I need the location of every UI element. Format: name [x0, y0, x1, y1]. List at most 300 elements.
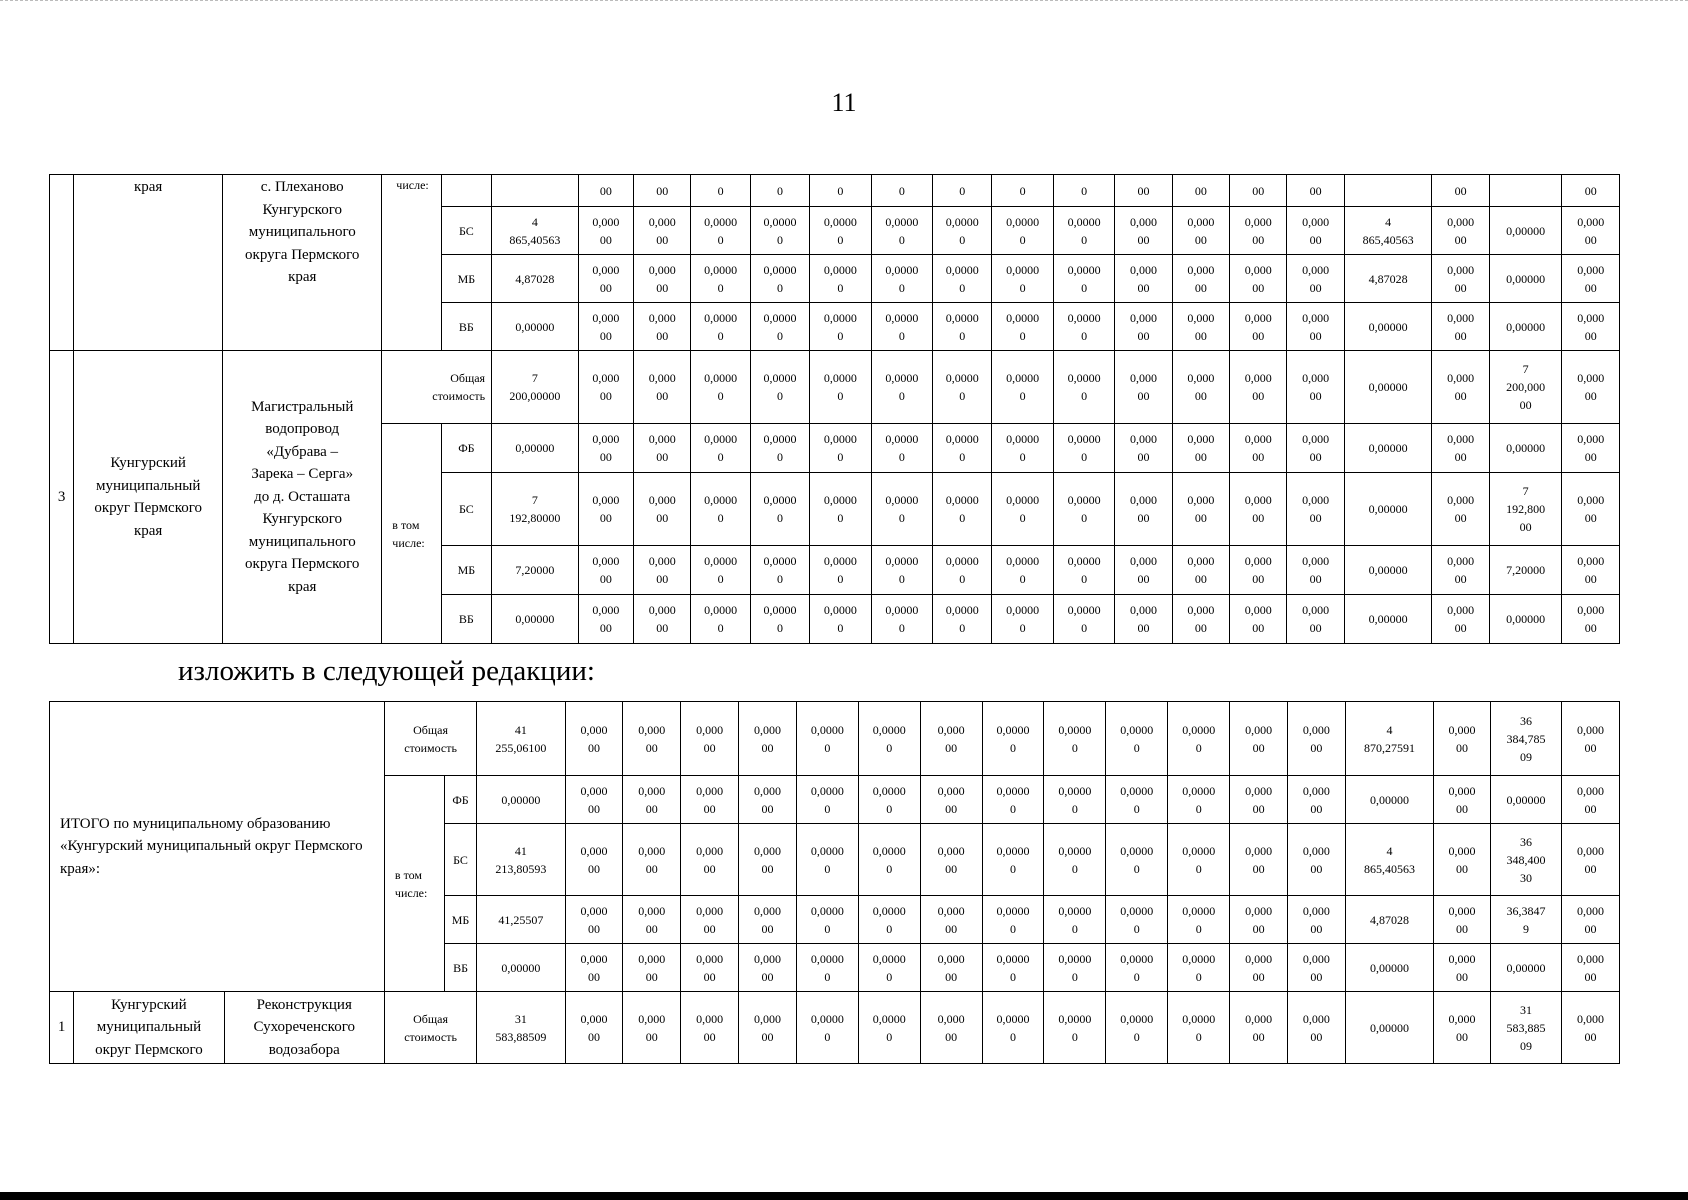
value-cell: 0,0000 0: [933, 546, 992, 595]
value-cell: 0,0000 0: [982, 702, 1044, 776]
value-cell: 0,0000 0: [796, 992, 858, 1064]
value-cell: 0,000 00: [1230, 992, 1288, 1064]
value-cell: 0,0000 0: [810, 255, 871, 303]
value-cell: 0,0000 0: [858, 896, 920, 944]
including-label: в том числе:: [382, 424, 441, 644]
table-row: [50, 992, 1620, 1064]
value-cell: 4,87028: [1345, 896, 1433, 944]
value-cell: 0,0000 0: [992, 303, 1053, 351]
value-cell: 0,0000 0: [982, 896, 1044, 944]
value-cell: 0,0000 0: [1106, 824, 1168, 896]
value-cell: 0,0000 0: [1044, 992, 1106, 1064]
fund-label: ВБ: [441, 303, 491, 351]
object-cell: с. Плеханово Кунгурского муниципального округа Пермского края: [223, 175, 382, 351]
value-cell: 0,0000 0: [1053, 546, 1114, 595]
value-cell: 0,0000 0: [982, 776, 1044, 824]
value-cell: 0,0000 0: [1053, 303, 1114, 351]
value-cell: 0,000 00: [578, 595, 633, 644]
value-cell: 36 348,400 30: [1490, 824, 1561, 896]
value-cell: 0,0000 0: [871, 473, 932, 546]
value-cell: 0,000 00: [623, 776, 681, 824]
section-heading: изложить в следующей редакции:: [178, 655, 595, 687]
value-cell: 0,000 00: [1230, 776, 1288, 824]
value-cell: 0,000 00: [1562, 546, 1620, 595]
value-cell: 0,000 00: [1230, 595, 1287, 644]
value-cell: 0,000 00: [1287, 546, 1344, 595]
value-cell: 0,0000 0: [992, 207, 1053, 255]
value-cell: 0,000 00: [1562, 303, 1620, 351]
value-cell: 0,000 00: [1562, 424, 1620, 473]
value-cell: 4,87028: [1344, 255, 1432, 303]
value-cell: 0,0000 0: [1106, 992, 1168, 1064]
value-cell: 0,000 00: [1434, 702, 1491, 776]
value-cell: 0,000 00: [1172, 546, 1229, 595]
value-cell: 0,0000 0: [858, 776, 920, 824]
value-cell: 0,000 00: [565, 992, 623, 1064]
value-cell: 0,0000 0: [982, 824, 1044, 896]
value-cell: 0,000 00: [623, 824, 681, 896]
itogo-label: ИТОГО по муниципальному образованию «Кунгурский муниципальный округ Пермского края»:: [50, 702, 385, 992]
value-cell: 0,000 00: [1432, 424, 1489, 473]
value-cell: 0,0000 0: [933, 351, 992, 424]
value-cell: 0,0000 0: [858, 824, 920, 896]
value-cell: 0,000 00: [1434, 824, 1491, 896]
value-cell: 0,0000 0: [1053, 255, 1114, 303]
value-cell: 0,0000 0: [1106, 702, 1168, 776]
value-cell: 0,000 00: [1230, 424, 1287, 473]
value-cell: 0,000 00: [1230, 303, 1287, 351]
value-cell: 0,000 00: [1561, 824, 1619, 896]
value-cell: 0,0000 0: [810, 351, 871, 424]
value-cell: 0,000 00: [1230, 824, 1288, 896]
value-cell: 0,000 00: [1434, 776, 1491, 824]
value-cell: 0,0000 0: [1168, 896, 1230, 944]
value-cell: 0,0000 0: [810, 207, 871, 255]
value-cell: 0,0000 0: [750, 424, 809, 473]
fund-label: ВБ: [441, 595, 491, 644]
value-cell: 0,000 00: [1287, 473, 1344, 546]
value-cell: 0,0000 0: [871, 424, 932, 473]
value-cell: 0,000 00: [578, 546, 633, 595]
value-cell: 0,0000 0: [691, 255, 750, 303]
value-cell: 0: [1053, 175, 1114, 207]
value-cell: 0,000 00: [681, 776, 739, 824]
value-cell: 0,000 00: [1230, 546, 1287, 595]
value-cell: 0,000 00: [578, 351, 633, 424]
value-cell: 0,000 00: [634, 473, 691, 546]
value-cell: 0,00000: [1344, 546, 1432, 595]
value-cell: 0,000 00: [681, 944, 739, 992]
value-cell: 00: [1115, 175, 1172, 207]
value-cell: 0,00000: [1490, 776, 1561, 824]
value-cell: 0,0000 0: [982, 992, 1044, 1064]
total-cell: 41 255,06100: [477, 702, 565, 776]
value-cell: 7,20000: [1489, 546, 1562, 595]
municipality-cell: Кунгурский муниципальный округ Пермского: [74, 992, 224, 1064]
value-cell: 0,000 00: [1287, 303, 1344, 351]
value-cell: 0,00000: [1344, 595, 1432, 644]
value-cell: 0,000 00: [1172, 595, 1229, 644]
value-cell: 0,0000 0: [810, 303, 871, 351]
value-cell: 36 384,785 09: [1490, 702, 1561, 776]
value-cell: 0,000 00: [1287, 992, 1345, 1064]
value-cell: 0,0000 0: [796, 776, 858, 824]
value-cell: 0,0000 0: [871, 595, 932, 644]
value-cell: 0,000 00: [1561, 702, 1619, 776]
value-cell: 0,0000 0: [933, 207, 992, 255]
value-cell: 0,000 00: [1115, 207, 1172, 255]
value-cell: 0,0000 0: [1168, 992, 1230, 1064]
total-cell: 0,00000: [477, 776, 565, 824]
value-cell: 0,000 00: [1115, 303, 1172, 351]
value-cell: 0,00000: [1344, 303, 1432, 351]
top-edge: [0, 0, 1688, 3]
value-cell: 0,0000 0: [691, 303, 750, 351]
value-cell: 0,000 00: [739, 992, 797, 1064]
value-cell: 0,000 00: [1115, 351, 1172, 424]
value-cell: 0,0000 0: [691, 424, 750, 473]
value-cell: 0,000 00: [565, 776, 623, 824]
value-cell: 4 865,40563: [1344, 207, 1432, 255]
value-cell: 0,0000 0: [871, 303, 932, 351]
value-cell: 0,000 00: [920, 992, 982, 1064]
value-cell: 4 870,27591: [1345, 702, 1433, 776]
value-cell: 0,0000 0: [810, 595, 871, 644]
value-cell: 0,000 00: [920, 896, 982, 944]
value-cell: 0,000 00: [578, 303, 633, 351]
value-cell: 0,0000 0: [796, 896, 858, 944]
value-cell: 0,000 00: [1172, 351, 1229, 424]
value-cell: 0,0000 0: [858, 944, 920, 992]
value-cell: 0,0000 0: [992, 255, 1053, 303]
value-cell: 36,3847 9: [1490, 896, 1561, 944]
total-cost-label: Общая стоимость: [382, 351, 492, 424]
value-cell: 7 192,800 00: [1489, 473, 1562, 546]
total-cell: 0,00000: [492, 303, 579, 351]
value-cell: 0,0000 0: [982, 944, 1044, 992]
value-cell: 0: [810, 175, 871, 207]
value-cell: 0,000 00: [578, 424, 633, 473]
total-cell: 0,00000: [477, 944, 565, 992]
value-cell: 0,0000 0: [858, 992, 920, 1064]
value-cell: 0,000 00: [1434, 992, 1491, 1064]
value-cell: 0,0000 0: [750, 351, 809, 424]
value-cell: 0,000 00: [1432, 255, 1489, 303]
value-cell: 0,000 00: [739, 776, 797, 824]
fund-label: ФБ: [441, 424, 491, 473]
page-number: 11: [831, 88, 857, 117]
value-cell: 0,0000 0: [1053, 351, 1114, 424]
total-cell: 41 213,80593: [477, 824, 565, 896]
total-cell: 0,00000: [492, 424, 579, 473]
value-cell: 0,000 00: [578, 473, 633, 546]
budget-table-new: [49, 701, 1620, 1064]
value-cell: 4 865,40563: [1345, 824, 1433, 896]
fund-label: МБ: [441, 255, 491, 303]
value-cell: 0,000 00: [1434, 944, 1491, 992]
value-cell: 0,000 00: [1172, 424, 1229, 473]
value-cell: 0,0000 0: [1053, 207, 1114, 255]
value-cell: 31 583,885 09: [1490, 992, 1561, 1064]
value-cell: 0,000 00: [634, 351, 691, 424]
value-cell: 0,000 00: [739, 896, 797, 944]
value-cell: 0,000 00: [1432, 546, 1489, 595]
municipality-cell: края: [74, 175, 223, 351]
value-cell: 0,00000: [1344, 424, 1432, 473]
value-cell: 0,000 00: [1432, 351, 1489, 424]
total-cell: 7,20000: [492, 546, 579, 595]
fund-label: ВБ: [444, 944, 476, 992]
table-row: [50, 351, 1620, 424]
value-cell: 0,0000 0: [750, 255, 809, 303]
value-cell: 0,0000 0: [810, 473, 871, 546]
value-cell: 0,0000 0: [796, 944, 858, 992]
value-cell: 0,000 00: [1172, 303, 1229, 351]
value-cell: 0,0000 0: [1053, 424, 1114, 473]
value-cell: 0,000 00: [1561, 944, 1619, 992]
value-cell: 0,000 00: [1562, 595, 1620, 644]
value-cell: 0,000 00: [634, 595, 691, 644]
fund-label: МБ: [444, 896, 476, 944]
type-label: числе:: [382, 175, 441, 351]
value-cell: 0,0000 0: [1053, 473, 1114, 546]
value-cell: 0,000 00: [739, 944, 797, 992]
value-cell: 0,0000 0: [750, 546, 809, 595]
value-cell: 0,000 00: [681, 896, 739, 944]
value-cell: 0,000 00: [920, 944, 982, 992]
fund-label: БС: [441, 207, 491, 255]
bottom-border: [0, 1192, 1688, 1200]
municipality-cell: Кунгурский муниципальный округ Пермского края: [74, 351, 223, 644]
value-cell: 00: [1432, 175, 1489, 207]
value-cell: 0,0000 0: [1044, 944, 1106, 992]
total-cell: 0,00000: [492, 595, 579, 644]
value-cell: 0,0000 0: [1168, 702, 1230, 776]
value-cell: 0,00000: [1489, 303, 1562, 351]
value-cell: 0,00000: [1345, 944, 1433, 992]
value-cell: 0,0000 0: [933, 473, 992, 546]
value-cell: 0,000 00: [920, 824, 982, 896]
object-cell: Реконструкция Сухореченского водозабора: [224, 992, 384, 1064]
fund-label: МБ: [441, 546, 491, 595]
value-cell: 0,000 00: [634, 255, 691, 303]
row-number: 3: [50, 351, 74, 644]
value-cell: 00: [634, 175, 691, 207]
value-cell: 0,000 00: [565, 896, 623, 944]
total-cost-label: Общая стоимость: [384, 992, 476, 1064]
value-cell: 0,000 00: [623, 896, 681, 944]
value-cell: 0,000 00: [1432, 207, 1489, 255]
value-cell: 0,00000: [1489, 424, 1562, 473]
value-cell: 0,0000 0: [691, 595, 750, 644]
value-cell: 0,00000: [1344, 473, 1432, 546]
fund-label: БС: [444, 824, 476, 896]
value-cell: 0,000 00: [634, 303, 691, 351]
value-cell: 0,000 00: [1172, 255, 1229, 303]
value-cell: 00: [1172, 175, 1229, 207]
value-cell: 0,0000 0: [750, 595, 809, 644]
value-cell: 0,000 00: [634, 207, 691, 255]
value-cell: 0,000 00: [1434, 896, 1491, 944]
value-cell: 0,000 00: [1287, 424, 1344, 473]
value-cell: 0,0000 0: [933, 255, 992, 303]
value-cell: 0,000 00: [1562, 255, 1620, 303]
fund-label: ФБ: [444, 776, 476, 824]
value-cell: 0,0000 0: [858, 702, 920, 776]
total-cell: 4 865,40563: [492, 207, 579, 255]
value-cell: 0,0000 0: [1168, 944, 1230, 992]
budget-table-old: [49, 174, 1620, 644]
total-cost-label: Общая стоимость: [384, 702, 476, 776]
value-cell: 0,0000 0: [1053, 595, 1114, 644]
value-cell: 0,000 00: [920, 776, 982, 824]
row-number: 1: [50, 992, 74, 1064]
value-cell: 0,0000 0: [871, 351, 932, 424]
value-cell: 0,000 00: [1561, 776, 1619, 824]
total-cell: 7 200,00000: [492, 351, 579, 424]
value-cell: 0,000 00: [1287, 776, 1345, 824]
value-cell: 0,000 00: [1230, 255, 1287, 303]
value-cell: 0,000 00: [1230, 351, 1287, 424]
value-cell: 0: [691, 175, 750, 207]
value-cell: 0,0000 0: [810, 424, 871, 473]
value-cell: 0,000 00: [623, 992, 681, 1064]
value-cell: 0,000 00: [1287, 207, 1344, 255]
value-cell: 7 200,000 00: [1489, 351, 1562, 424]
value-cell: 0,000 00: [1562, 351, 1620, 424]
value-cell: 0,000 00: [1562, 473, 1620, 546]
value-cell: 0,0000 0: [796, 824, 858, 896]
value-cell: 00: [1230, 175, 1287, 207]
value-cell: 0,0000 0: [691, 207, 750, 255]
value-cell: 0,0000 0: [992, 424, 1053, 473]
value-cell: 0,00000: [1345, 992, 1433, 1064]
value-cell: 0,000 00: [1432, 303, 1489, 351]
value-cell: [1344, 175, 1432, 207]
total-cell: 41,25507: [477, 896, 565, 944]
value-cell: 0,0000 0: [992, 351, 1053, 424]
value-cell: 0,0000 0: [810, 546, 871, 595]
value-cell: 0,000 00: [1230, 944, 1288, 992]
value-cell: 0,000 00: [920, 702, 982, 776]
value-cell: 0,000 00: [1230, 896, 1288, 944]
value-cell: 0,000 00: [1230, 473, 1287, 546]
value-cell: 0,000 00: [1287, 702, 1345, 776]
value-cell: 0,000 00: [1115, 595, 1172, 644]
value-cell: 0,0000 0: [750, 473, 809, 546]
value-cell: 0,000 00: [1561, 992, 1619, 1064]
value-cell: 0,0000 0: [1044, 776, 1106, 824]
value-cell: 0,000 00: [565, 702, 623, 776]
value-cell: 0,0000 0: [933, 595, 992, 644]
object-cell: Магистральный водопровод «Дубрава – Зарека – Серга» до д. Осташата Кунгурского муниципального округа Пермского края: [223, 351, 382, 644]
total-cell: 31 583,88509: [477, 992, 565, 1064]
table-row: [50, 702, 1620, 776]
including-label: в том числе:: [384, 776, 444, 992]
value-cell: 0,0000 0: [992, 473, 1053, 546]
value-cell: 0,0000 0: [933, 303, 992, 351]
value-cell: 0,0000 0: [992, 546, 1053, 595]
value-cell: 0,000 00: [1172, 473, 1229, 546]
value-cell: 0: [933, 175, 992, 207]
value-cell: 0,00000: [1489, 207, 1562, 255]
value-cell: 00: [1562, 175, 1620, 207]
value-cell: 0,000 00: [634, 546, 691, 595]
total-cell: 7 192,80000: [492, 473, 579, 546]
value-cell: 0,000 00: [1287, 595, 1344, 644]
value-cell: 0,000 00: [1172, 207, 1229, 255]
value-cell: 0,0000 0: [796, 702, 858, 776]
value-cell: 0,0000 0: [691, 473, 750, 546]
value-cell: 0,000 00: [578, 255, 633, 303]
value-cell: 0,000 00: [565, 824, 623, 896]
value-cell: 0: [992, 175, 1053, 207]
value-cell: 0,000 00: [634, 424, 691, 473]
value-cell: 0,00000: [1344, 351, 1432, 424]
value-cell: 0,000 00: [1115, 473, 1172, 546]
value-cell: 0,0000 0: [750, 207, 809, 255]
value-cell: 0,0000 0: [992, 595, 1053, 644]
value-cell: 0,000 00: [1115, 255, 1172, 303]
value-cell: 0,0000 0: [750, 303, 809, 351]
value-cell: 0,000 00: [681, 992, 739, 1064]
fund-label: БС: [441, 473, 491, 546]
value-cell: 0,0000 0: [1168, 824, 1230, 896]
value-cell: 0,0000 0: [1044, 896, 1106, 944]
value-cell: 0,0000 0: [1106, 896, 1168, 944]
value-cell: 0,0000 0: [1044, 824, 1106, 896]
value-cell: 00: [1287, 175, 1344, 207]
value-cell: 0,00000: [1345, 776, 1433, 824]
value-cell: 0,000 00: [623, 702, 681, 776]
value-cell: 0,000 00: [578, 207, 633, 255]
value-cell: [1489, 175, 1562, 207]
value-cell: 0,0000 0: [1168, 776, 1230, 824]
value-cell: 0,00000: [1490, 944, 1561, 992]
value-cell: 0,000 00: [1432, 595, 1489, 644]
value-cell: 0: [750, 175, 809, 207]
value-cell: 0,0000 0: [871, 255, 932, 303]
value-cell: 0,000 00: [1562, 207, 1620, 255]
value-cell: 0,0000 0: [1106, 944, 1168, 992]
value-cell: 0: [871, 175, 932, 207]
value-cell: 0,000 00: [1115, 424, 1172, 473]
value-cell: 0,000 00: [681, 824, 739, 896]
value-cell: 0,00000: [1489, 595, 1562, 644]
value-cell: 0,0000 0: [1106, 776, 1168, 824]
value-cell: 0,0000 0: [871, 546, 932, 595]
value-cell: 0,00000: [1489, 255, 1562, 303]
value-cell: 0,0000 0: [691, 546, 750, 595]
value-cell: 0,000 00: [1115, 546, 1172, 595]
value-cell: 0,000 00: [681, 702, 739, 776]
total-cell: 4,87028: [492, 255, 579, 303]
value-cell: 0,000 00: [1287, 351, 1344, 424]
value-cell: 0,000 00: [739, 702, 797, 776]
value-cell: 0,000 00: [1287, 944, 1345, 992]
value-cell: 0,0000 0: [933, 424, 992, 473]
value-cell: 0,000 00: [565, 944, 623, 992]
value-cell: 0,000 00: [1230, 702, 1288, 776]
table-row: [50, 175, 1620, 207]
value-cell: 0,000 00: [1287, 896, 1345, 944]
value-cell: 0,000 00: [1287, 255, 1344, 303]
value-cell: 0,000 00: [1432, 473, 1489, 546]
value-cell: 0,0000 0: [871, 207, 932, 255]
value-cell: 0,0000 0: [691, 351, 750, 424]
value-cell: 0,000 00: [1561, 896, 1619, 944]
value-cell: 0,000 00: [1230, 207, 1287, 255]
